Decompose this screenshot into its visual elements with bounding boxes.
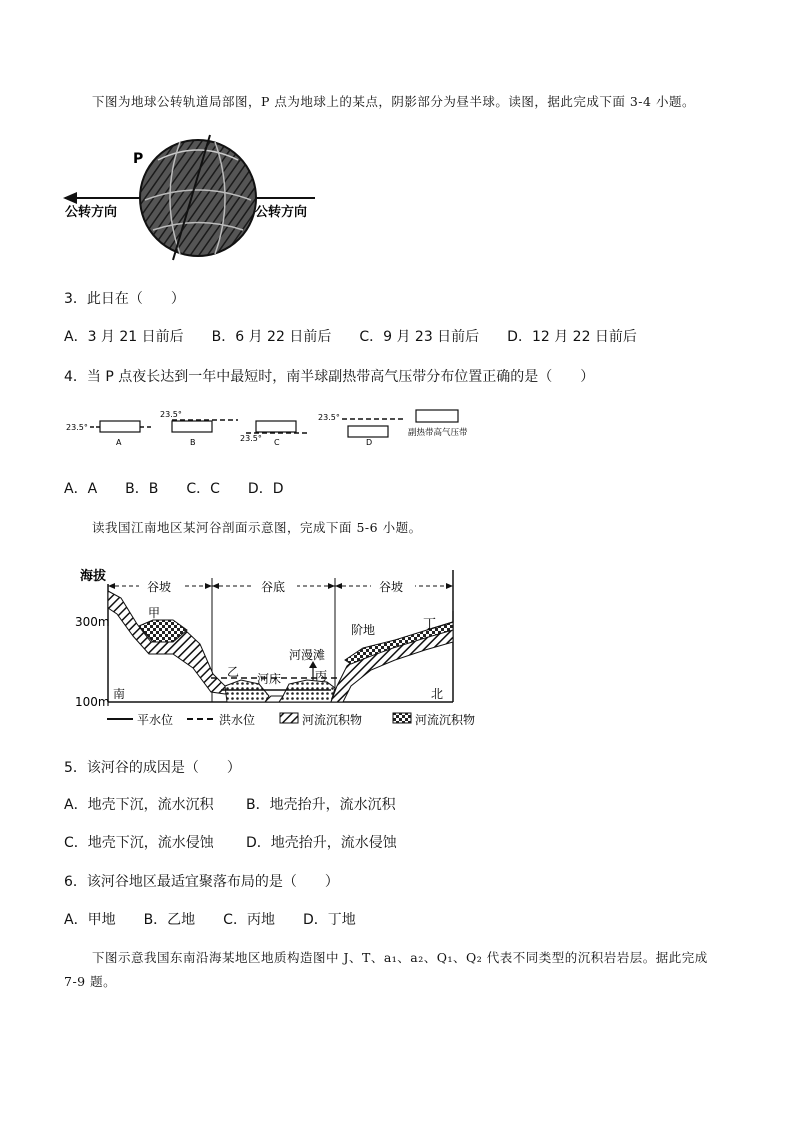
belt-box-d [348,426,388,437]
legend-box [416,410,458,422]
segment-right-label: 谷坡 [379,580,404,594]
label-hemantan: 河漫滩 [289,648,326,662]
belt-box-a [100,421,140,432]
legend-dep1-label: 河流沉积物 [302,713,363,727]
belt-box-b [172,421,212,432]
legend-normal-label: 平水位 [137,713,174,727]
option-label-c: C [274,438,280,447]
orbit-direction-right: 公转方向 [255,205,308,220]
question-5-option-c: C．地壳下沉，流水侵蚀 [64,835,214,851]
question-6-stem: 6．该河谷地区最适宜聚落布局的是（ ） [64,874,339,890]
pressure-belt-figure [60,405,480,450]
label-north: 北 [431,687,444,701]
lat-label-a: 23.5° [66,423,88,432]
orbit-arrow-icon [63,192,77,204]
point-p-label: P [133,151,144,167]
label-ding: 丁 [423,617,437,632]
intro-paragraph-3-line-2: 7-9 题。 [64,974,117,989]
lat-label-d: 23.5° [318,413,340,422]
label-south: 南 [113,687,126,701]
label-jiedi: 阶地 [351,623,376,637]
label-jia: 甲 [148,606,161,620]
option-label-a: A [116,438,122,447]
lat-label-b: 23.5° [160,410,182,419]
belt-box-c [256,421,296,432]
legend-label: 副热带高气压带 [408,428,468,438]
option-label-d: D [366,438,373,447]
legend-dep2-swatch [393,713,411,723]
question-4-options: A．A B．B C．C D．D [64,481,284,497]
intro-paragraph-1: 下图为地球公转轨道局部图，P 点为地球上的某点，阴影部分为昼半球。读图，据此完成下面 3-4 小题。 [92,94,695,109]
question-5-stem: 5．该河谷的成因是（ ） [64,760,241,776]
intro-paragraph-3-line-1: 下图示意我国东南沿海某地区地质构造图中 J、T、a₁、a₂、Q₁、Q₂ 代表不同类型的沉积岩岩层。据此完成 [92,950,708,965]
segment-mid-label: 谷底 [261,580,286,594]
question-5-option-d: D．地壳抬升，流水侵蚀 [246,835,397,851]
earth-orbit-figure [55,130,325,265]
question-3-options: A．3 月 21 日前后 B．6 月 22 日前后 C．9 月 23 日前后 D．12 月 22 日前后 [64,329,637,345]
question-6-options: A．甲地 B．乙地 C．丙地 D．丁地 [64,912,356,928]
question-3-stem: 3．此日在（ ） [64,291,185,307]
lat-label-c: 23.5° [240,434,262,443]
question-5-option-b: B．地壳抬升，流水沉积 [246,797,396,813]
earth-globe [140,140,256,256]
legend-dep1-swatch [280,713,298,723]
label-yi: 乙 [227,665,240,679]
y-tick-100: 100m [75,695,110,709]
y-axis-title: 海拔 [80,569,107,584]
label-hechuang: 河床 [257,672,282,686]
valley-section-figure [75,556,485,736]
question-4-stem: 4．当 P 点夜长达到一年中最短时，南半球副热带高气压带分布位置正确的是（ ） [64,369,595,385]
label-bing: 丙 [315,669,328,683]
segment-left-label: 谷坡 [147,580,172,594]
option-label-b: B [190,438,196,447]
y-tick-300: 300m [75,615,110,629]
intro-paragraph-2: 读我国江南地区某河谷剖面示意图，完成下面 5-6 小题。 [92,520,422,535]
orbit-direction-left: 公转方向 [65,205,118,220]
legend-flood-label: 洪水位 [219,713,256,727]
legend-dep2-label: 河流沉积物 [415,713,476,727]
question-5-option-a: A．地壳下沉，流水沉积 [64,797,214,813]
